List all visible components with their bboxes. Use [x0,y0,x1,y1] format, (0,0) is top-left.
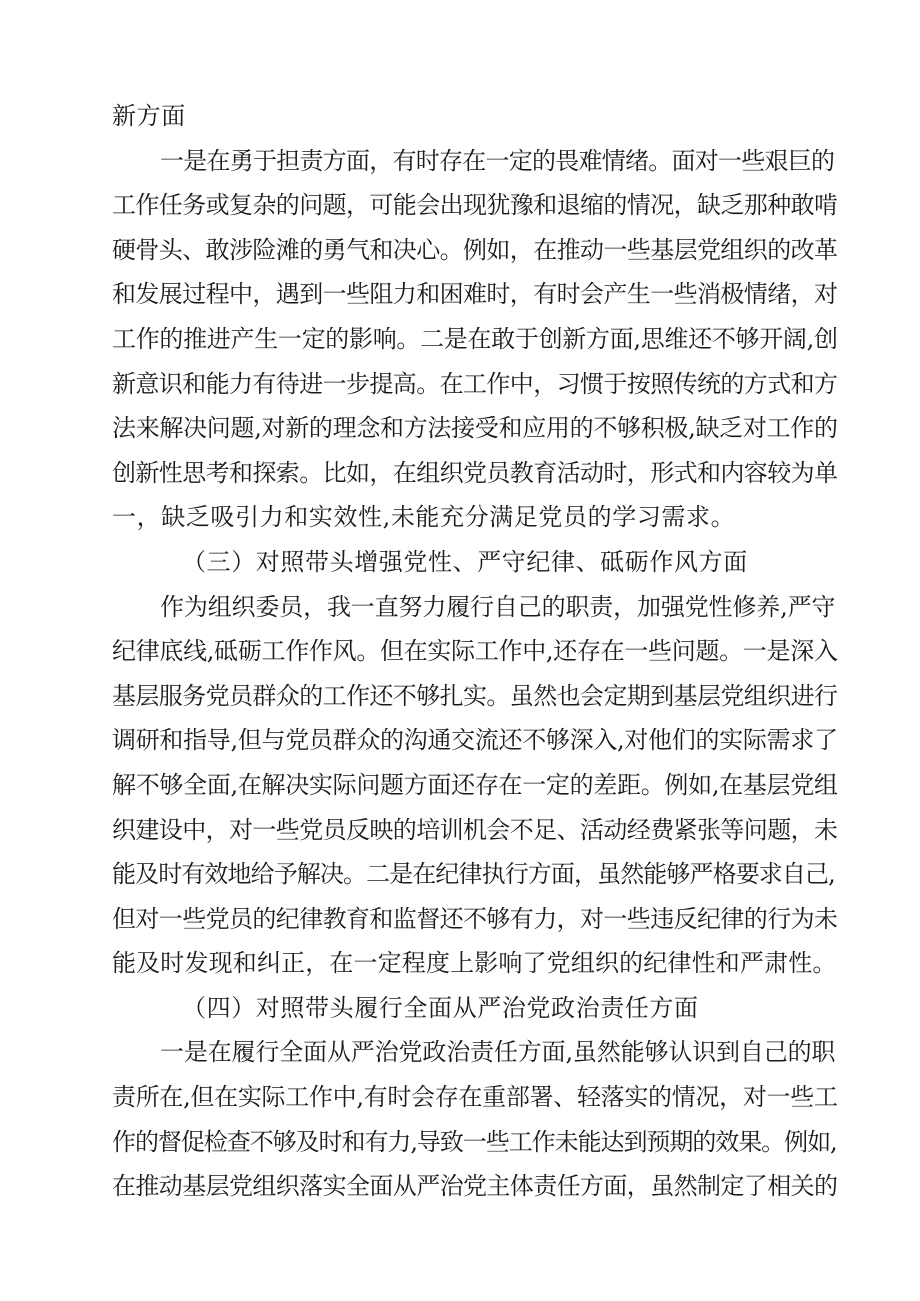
paragraph-line: 解不够全面,在解决实际问题方面还存在一定的差距。例如,在基层党组 [112,770,838,799]
paragraph-line: 但对一些党员的纪律教育和监督还不够有力，对一些违反纪律的行为未 [112,904,838,933]
paragraph-line: 硬骨头、敢涉险滩的勇气和决心。例如，在推动一些基层党组织的改革 [112,235,838,264]
paragraph-line: 一，缺乏吸引力和实效性,未能充分满足党员的学习需求。 [112,503,736,532]
paragraph-line: 新意识和能力有待进一步提高。在工作中，习惯于按照传统的方式和方 [112,369,838,398]
paragraph-line: 责所在,但在实际工作中,有时会存在重部署、轻落实的情况，对一些工 [112,1083,838,1112]
paragraph-line: 一是在勇于担责方面，有时存在一定的畏难情绪。面对一些艰巨的 [160,146,835,175]
paragraph-line: 工作任务或复杂的问题，可能会出现犹豫和退缩的情况，缺乏那种敢啃 [112,191,838,220]
paragraph-line: 能及时发现和纠正，在一定程度上影响了党组织的纪律性和严肃性。 [112,949,837,978]
paragraph-line: 织建设中，对一些党员反映的培训机会不足、活动经费紧张等问题，未 [112,815,838,844]
document-body [112,94,838,1209]
paragraph-line: 一是在履行全面从严治党政治责任方面,虽然能够认识到自己的职 [160,1038,836,1067]
section-heading: （四）对照带头履行全面从严治党政治责任方面 [182,993,699,1022]
paragraph-line: 调研和指导,但与党员群众的沟通交流还不够深入,对他们的实际需求了 [112,726,838,755]
paragraph-line: 创新性思考和探索。比如，在组织党员教育活动时，形式和内容较为单 [112,458,838,487]
paragraph-line: 工作的推进产生一定的影响。二是在敢于创新方面,思维还不够开阔,创 [112,324,838,353]
paragraph-line: 新方面 [112,102,186,130]
paragraph-line: 能及时有效地给予解决。二是在纪律执行方面，虽然能够严格要求自己, [112,860,835,889]
paragraph-line: 纪律底线,砥砺工作作风。但在实际工作中,还存在一些问题。一是深入 [112,637,838,666]
section-heading: （三）对照带头增强党性、严守纪律、砥砺作风方面 [182,547,748,576]
paragraph-line: 在推动基层党组织落实全面从严治党主体责任方面，虽然制定了相关的 [112,1172,838,1201]
paragraph-line: 作为组织委员，我一直努力履行自己的职责，加强党性修养,严守 [160,592,836,621]
paragraph-line: 基层服务党员群众的工作还不够扎实。虽然也会定期到基层党组织进行 [112,681,838,710]
paragraph-line: 和发展过程中，遇到一些阻力和困难时，有时会产生一些消极情绪，对 [112,280,838,309]
paragraph-line: 作的督促检查不够及时和有力,导致一些工作未能达到预期的效果。例如, [112,1127,837,1156]
paragraph-line: 法来解决问题,对新的理念和方法接受和应用的不够积极,缺乏对工作的 [112,414,838,443]
